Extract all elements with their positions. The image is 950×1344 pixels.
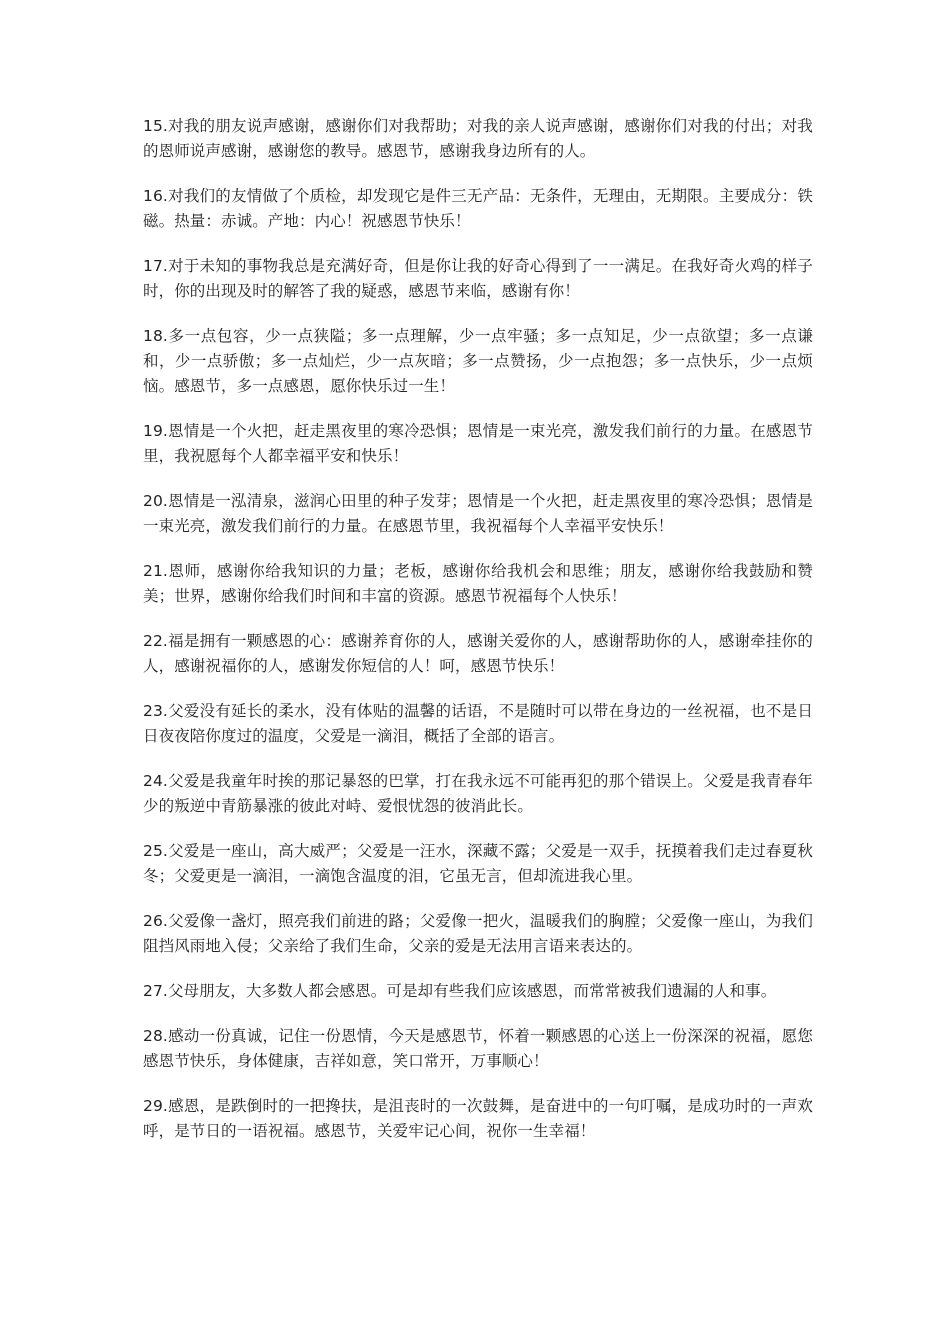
paragraph-20: 20.恩情是一泓清泉，滋润心田里的种子发芽；恩情是一个火把，赶走黑夜里的寒冷恐惧；恩情是一束光亮，激发我们前行的力量。在感恩节里，我祝福每个人幸福平安快乐！ xyxy=(143,492,813,535)
paragraph-15: 15.对我的朋友说声感谢，感谢你们对我帮助；对我的亲人说声感谢，感谢你们对我的付出；对我的恩师说声感谢，感谢您的教导。感恩节，感谢我身边所有的人。 xyxy=(143,117,813,160)
paragraph-23: 23.父爱没有延长的柔水，没有体贴的温馨的话语，不是随时可以带在身边的一丝祝福，也不是日日夜夜陪你度过的温度，父爱是一滴泪，概括了全部的语言。 xyxy=(143,702,813,745)
paragraph-28: 28.感动一份真诚，记住一份恩情，今天是感恩节，怀着一颗感恩的心送上一份深深的祝福，愿您感恩节快乐，身体健康，吉祥如意，笑口常开，万事顺心！ xyxy=(143,1027,813,1070)
paragraph-17: 17.对于未知的事物我总是充满好奇，但是你让我的好奇心得到了一一满足。在我好奇火鸡的样子时，你的出现及时的解答了我的疑惑，感恩节来临，感谢有你！ xyxy=(143,257,813,300)
paragraph-26: 26.父爱像一盏灯，照亮我们前进的路；父爱像一把火，温暖我们的胸膛；父爱像一座山，为我们阻挡风雨地入侵；父亲给了我们生命，父亲的爱是无法用言语来表达的。 xyxy=(143,912,813,955)
paragraph-25: 25.父爱是一座山，高大威严；父爱是一汪水，深藏不露；父爱是一双手，抚摸着我们走过春夏秋冬；父爱更是一滴泪，一滴饱含温度的泪，它虽无言，但却流进我心里。 xyxy=(143,842,813,885)
paragraph-18: 18.多一点包容，少一点狭隘；多一点理解，少一点牢骚；多一点知足，少一点欲望；多一点谦和，少一点骄傲；多一点灿烂，少一点灰暗；多一点赞扬，少一点抱怨；多一点快乐，少一点烦恼。感恩节，多一点感恩，愿你快乐过一生！ xyxy=(143,327,813,395)
document-body xyxy=(143,114,813,1164)
paragraph-22: 22.福是拥有一颗感恩的心：感谢养育你的人，感谢关爱你的人，感谢帮助你的人，感谢牵挂你的人，感谢祝福你的人，感谢发你短信的人！呵，感恩节快乐！ xyxy=(143,632,813,675)
paragraph-27: 27.父母朋友，大多数人都会感恩。可是却有些我们应该感恩，而常常被我们遗漏的人和事。 xyxy=(143,982,777,1000)
paragraph-16: 16.对我们的友情做了个质检，却发现它是件三无产品：无条件，无理由，无期限。主要成分：铁磁。热量：赤诚。产地：内心！祝感恩节快乐！ xyxy=(143,187,813,230)
paragraph-29: 29.感恩，是跌倒时的一把搀扶，是沮丧时的一次鼓舞，是奋进中的一句叮嘱，是成功时的一声欢呼，是节日的一语祝福。感恩节，关爱牢记心间，祝你一生幸福！ xyxy=(143,1097,813,1140)
paragraph-21: 21.恩师，感谢你给我知识的力量；老板，感谢你给我机会和思维；朋友，感谢你给我鼓励和赞美；世界，感谢你给我们时间和丰富的资源。感恩节祝福每个人快乐！ xyxy=(143,562,813,605)
paragraph-19: 19.恩情是一个火把，赶走黑夜里的寒冷恐惧；恩情是一束光亮，激发我们前行的力量。在感恩节里，我祝愿每个人都幸福平安和快乐！ xyxy=(143,422,813,465)
paragraph-24: 24.父爱是我童年时挨的那记暴怒的巴掌，打在我永远不可能再犯的那个错误上。父爱是我青春年少的叛逆中青筋暴涨的彼此对峙、爱恨忧怨的彼消此长。 xyxy=(143,772,813,815)
